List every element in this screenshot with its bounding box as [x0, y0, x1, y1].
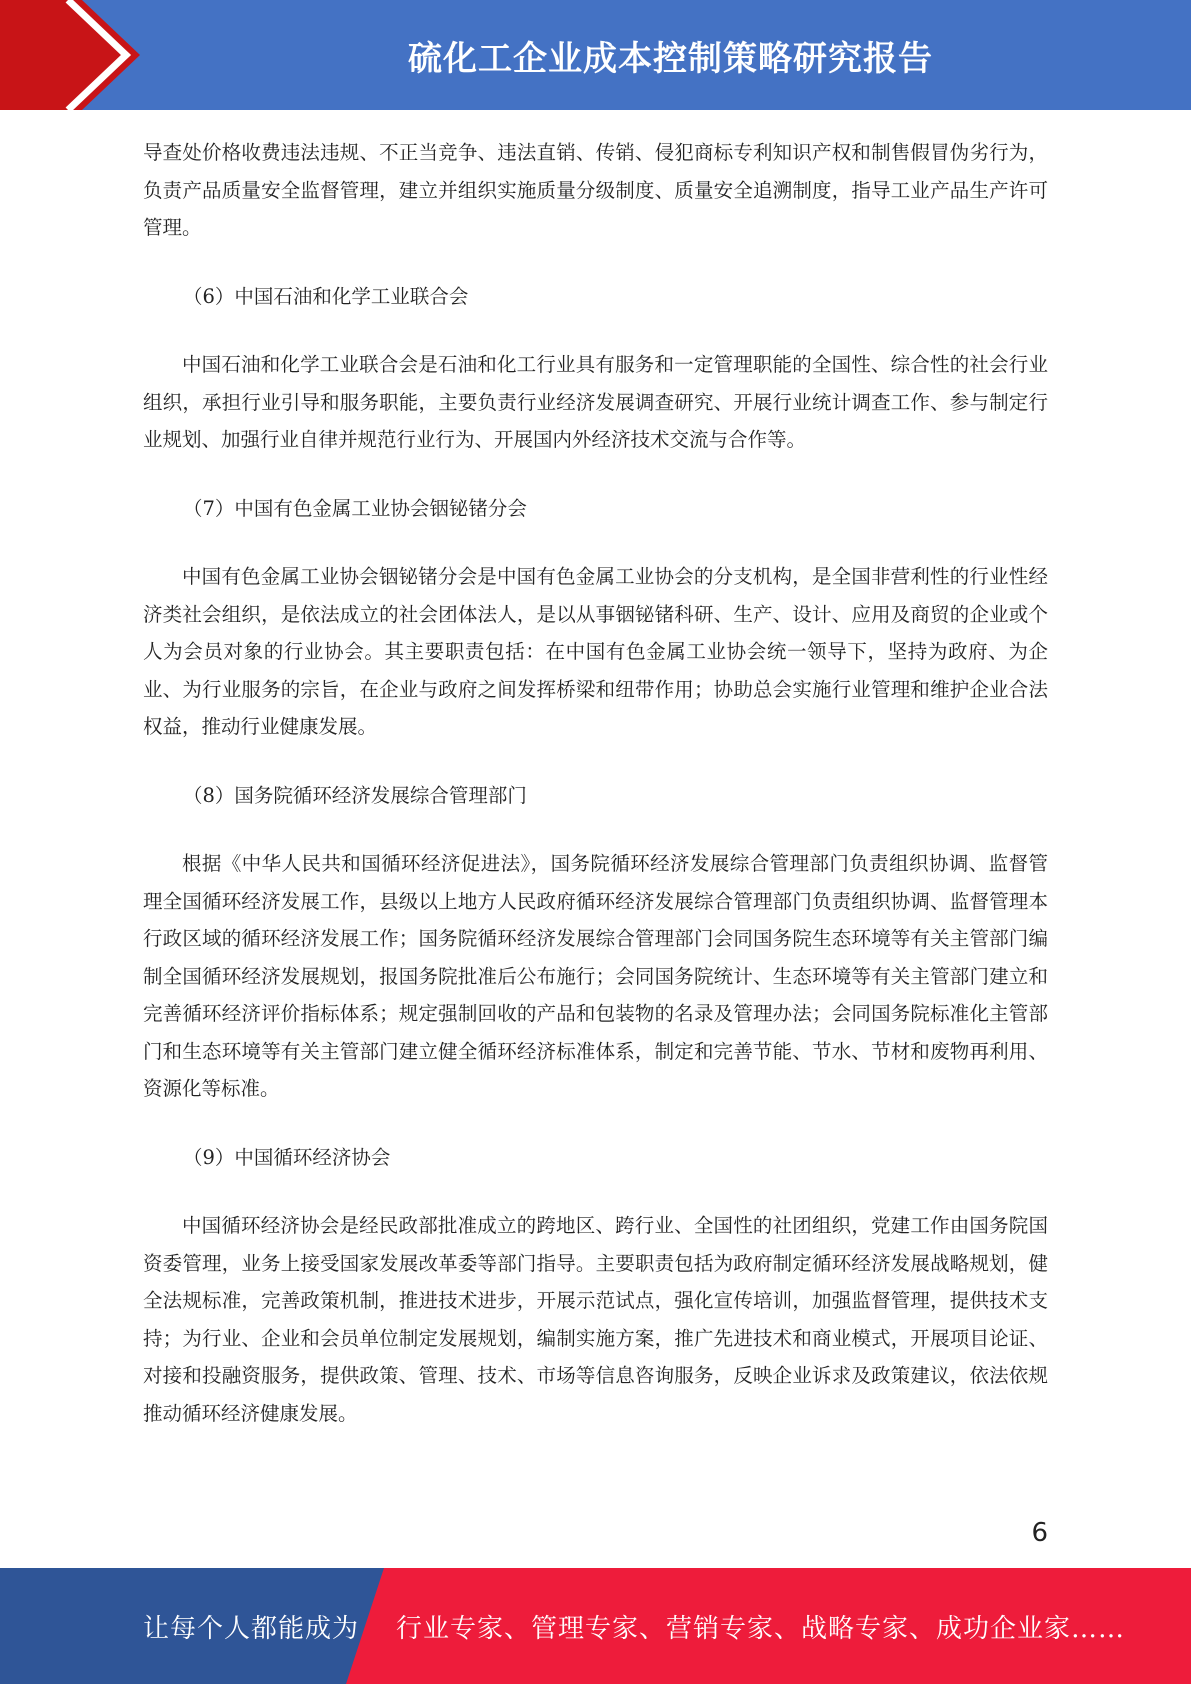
- block-spacer: [143, 247, 1048, 278]
- body-paragraph: 中国有色金属工业协会铟铋锗分会是中国有色金属工业协会的分支机构，是全国非营利性的行业性经济类社会组织，是依法成立的社会团体法人，是以从事铟铋锗科研、生产、设计、应用及商贸的企业或个人为会员对象的行业协会。其主要职责包括：在中国有色金属工业协会统一领导下，坚持为政府、为企业、为行业服务的宗旨，在企业与政府之间发挥桥梁和纽带作用；协助总会实施行业管理和维护企业合法权益，推动行业健康发展。: [143, 565, 1048, 738]
- block-spacer: [143, 459, 1048, 490]
- report-title: 硫化工企业成本控制策略研究报告: [408, 38, 933, 79]
- footer-slogan-right: 行业专家、管理专家、营销专家、战略专家、成功企业家……: [396, 1613, 1126, 1644]
- block-spacer: [143, 1176, 1048, 1207]
- block-spacer: [143, 1108, 1048, 1139]
- footer-slogan-left: 让每个人都能成为: [143, 1613, 360, 1644]
- section-heading: （6）中国石油和化学工业联合会: [183, 284, 469, 308]
- page-footer: [0, 1568, 1191, 1684]
- body-paragraph: 中国石油和化学工业联合会是石油和化工行业具有服务和一定管理职能的全国性、综合性的社会行业组织，承担行业引导和服务职能，主要负责行业经济发展调查研究、开展行业统计调查工作、参与制定行业规划、加强行业自律并规范行业行为、开展国内外经济技术交流与合作等。: [143, 353, 1048, 451]
- body-paragraph: 中国循环经济协会是经民政部批准成立的跨地区、跨行业、全国性的社团组织，党建工作由国务院国资委管理，业务上接受国家发展改革委等部门指导。主要职责包括为政府制定循环经济发展战略规划，健全法规标准，完善政策机制，推进技术进步，开展示范试点，强化宣传培训，加强监督管理，提供技术支持；为行业、企业和会员单位制定发展规划，编制实施方案，推广先进技术和商业模式，开展项目论证、对接和投融资服务，提供政策、管理、技术、市场等信息咨询服务，反映企业诉求及政策建议，依法依规推动循环经济健康发展。: [143, 1214, 1048, 1425]
- section-heading: （9）中国循环经济协会: [183, 1145, 391, 1169]
- block-spacer: [143, 527, 1048, 558]
- body-paragraph: 根据《中华人民共和国循环经济促进法》，国务院循环经济发展综合管理部门负责组织协调、监督管理全国循环经济发展工作，县级以上地方人民政府循环经济发展综合管理部门负责组织协调、监督管理本行政区域的循环经济发展工作；国务院循环经济发展综合管理部门会同国务院生态环境等有关主管部门编制全国循环经济发展规划，报国务院批准后公布施行；会同国务院统计、生态环境等有关主管部门建立和完善循环经济评价指标体系；规定强制回收的产品和包装物的名录及管理办法；会同国务院标准化主管部门和生态环境等有关主管部门建立健全循环经济标准体系，制定和完善节能、节水、节材和废物再利用、资源化等标准。: [143, 852, 1048, 1100]
- section-heading: （8）国务院循环经济发展综合管理部门: [183, 783, 527, 807]
- block-spacer: [143, 315, 1048, 346]
- body-paragraph: 导查处价格收费违法违规、不正当竞争、违法直销、传销、侵犯商标专利知识产权和制售假冒伪劣行为，负责产品质量安全监督管理，建立并组织实施质量分级制度、质量安全追溯制度，指导工业产品生产许可管理。: [143, 141, 1048, 239]
- page-header: [0, 0, 1191, 110]
- red-chevron-decoration: [0, 0, 160, 110]
- block-spacer: [143, 746, 1048, 777]
- document-body: [143, 134, 1048, 1432]
- block-spacer: [143, 814, 1048, 845]
- page-number: 6: [1031, 1518, 1048, 1548]
- section-heading: （7）中国有色金属工业协会铟铋锗分会: [183, 496, 527, 520]
